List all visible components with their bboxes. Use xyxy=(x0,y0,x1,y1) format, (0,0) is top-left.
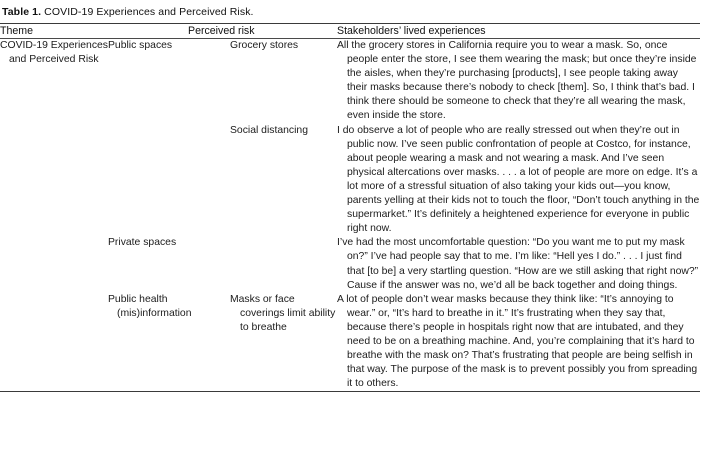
subrisk-label: Grocery stores xyxy=(230,40,299,51)
caption-text: COVID-19 Experiences and Perceived Risk. xyxy=(44,6,254,18)
risk-cell xyxy=(108,236,230,292)
table-row xyxy=(0,39,700,124)
risk-cell xyxy=(108,39,230,236)
column-header-perceived-risk: Perceived risk xyxy=(188,25,255,37)
quote-text: I’ve had the most uncomfortable question: “Do you want me to put my mask on?” I’ve had people say that to me. I’m like: “Hell yes I do.” . . . I just find that [to be] a very startling question. “How are we still asking that right now?” Cause if the answer was no, we’d all be back together and doing things. xyxy=(337,237,699,291)
quote-text: A lot of people don’t wear masks because they think like: “It’s annoying to wear.” or, “It’s hard to breathe in it.” It’s frustrating when they say that, because there’s people in hospitals right now that are intubated, and they need to be on a breathing machine. And, you’re complaining that it’s hard to breathe with the mask on? That’s frustrating that people are being selfish in that way. The purpose of the mask is to prevent possibly you from spreading it to others. xyxy=(337,293,698,390)
covid-experiences-table xyxy=(0,24,700,38)
subrisk-label: Masks or face coverings limit ability to breathe xyxy=(230,293,336,333)
subrisk-label: Social distancing xyxy=(230,124,308,136)
quote-text: I do observe a lot of people who are really stressed out when they’re out in public now. I’ve seen public confrontation of people at Costco, for instance, about people wearing a mask and not wearing a mask. And I’ve seen physical altercations over masks. . . . a lot of people are more on edge. It’s a lot more of a stressful situation of also taking your kids out—you know, parents yelling at their kids not to touch the floor, “Don’t touch anything in the supermarket.” It’s definitely a heightened experience for everyone in public right now. xyxy=(337,124,700,235)
covid-experiences-table-body xyxy=(0,39,700,391)
column-header-experiences: Stakeholders’ lived experiences xyxy=(337,25,486,37)
subrisk-cell xyxy=(230,124,337,237)
theme-label: COVID-19 Experiences and Perceived Risk xyxy=(0,40,108,66)
subrisk-cell xyxy=(230,39,337,124)
quote-cell xyxy=(337,124,700,237)
quote-cell xyxy=(337,39,700,124)
table-bottom-rule xyxy=(0,391,700,392)
table-caption xyxy=(0,0,702,23)
table-header-row xyxy=(0,24,700,38)
quote-text: All the grocery stores in California require you to wear a mask. So, once people enter the store, I see them wearing the mask; but once they’re inside the aisles, when they’re purchasing [products], I see people taking away their masks because there’s nobody to check [them]. So, I think that’s bad. I think there should be someone to check that they’re all wearing the mask, even inside the store. xyxy=(337,40,697,122)
theme-cell xyxy=(0,39,108,391)
quote-cell xyxy=(337,293,700,392)
quote-cell xyxy=(337,236,700,292)
risk-cell xyxy=(108,293,230,392)
risk-label: Private spaces xyxy=(108,237,177,249)
caption-label: Table 1. xyxy=(2,6,42,18)
subrisk-cell xyxy=(230,236,337,292)
risk-label: Public spaces xyxy=(108,40,173,51)
column-header-theme: Theme xyxy=(0,25,33,37)
subrisk-cell xyxy=(230,293,337,392)
risk-label: Public health (mis)information xyxy=(108,293,192,319)
